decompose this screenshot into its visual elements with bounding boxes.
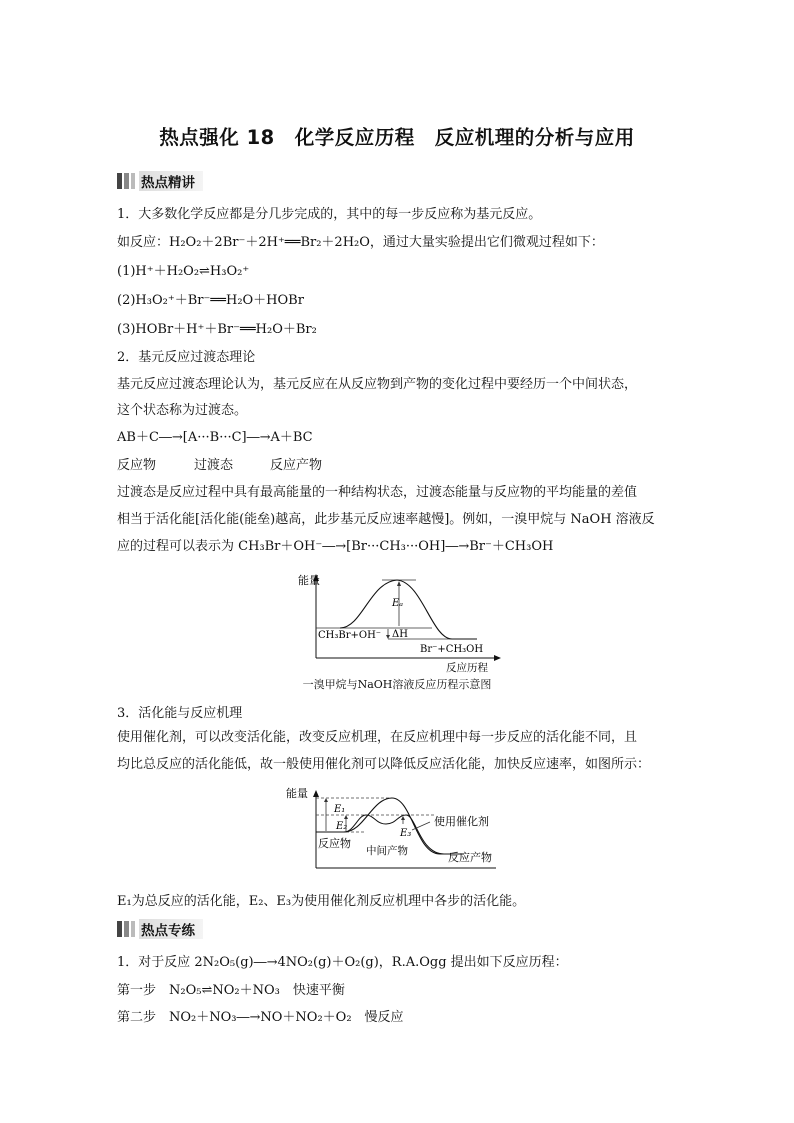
e2-label: E₂ (336, 821, 348, 832)
x-axis-label: 反应历程 (446, 662, 488, 674)
e2-arrow-head (344, 815, 348, 819)
section-marker-icon (117, 921, 135, 937)
energy-profile-diagram-1 (292, 570, 507, 675)
paragraph-line: 过渡态是反应过程中具有最高能量的一种结构状态，过渡态能量与反应物的平均能量的差值 (117, 485, 638, 500)
equation-line: AB＋C―→[A···B···C]―→A＋BC (117, 430, 313, 445)
y-axis-arrow (313, 790, 319, 797)
equation-line: (1)H⁺＋H₂O₂⇌H₃O₂⁺ (117, 264, 250, 279)
question-line: 第二步 NO₂＋NO₃―→NO＋NO₂＋O₂ 慢反应 (117, 1010, 404, 1025)
reactant-label: CH₃Br+OH⁻ (318, 630, 382, 641)
question-line: 第一步 N₂O₅⇌NO₂＋NO₃ 快速平衡 (117, 983, 345, 998)
section-heading-practice: 热点专练 (117, 920, 203, 938)
e3-label: E₃ (400, 828, 412, 839)
y-axis-label: 能量 (286, 787, 308, 800)
equation-line: (2)H₃O₂⁺＋Br⁻══H₂O＋HOBr (117, 293, 304, 308)
product-label: 反应产物 (448, 851, 492, 864)
label-reactant: 反应物 (117, 458, 157, 473)
intermediate-label: 中间产物 (366, 845, 408, 857)
page-title: 热点强化 18 化学反应历程 反应机理的分析与应用 (159, 126, 635, 149)
paragraph-line: 如反应：H₂O₂＋2Br⁻＋2H⁺══Br₂＋2H₂O，通过大量实验提出它们微观过程如下： (117, 235, 604, 250)
e1-label: E₁ (334, 804, 346, 815)
equation-line: (3)HOBr＋H⁺＋Br⁻══H₂O＋Br₂ (117, 322, 317, 337)
label-product: 反应产物 (270, 458, 323, 473)
energy-profile-diagram-2 (284, 782, 504, 877)
y-label-1: 能量 (298, 574, 320, 587)
catalyst-label: 使用催化剂 (434, 815, 489, 828)
paragraph-line: 1．大多数化学反应都是分几步完成的，其中的每一步反应称为基元反应。 (117, 207, 542, 222)
subheading: 3．活化能与反应机理 (117, 706, 243, 721)
paragraph-line: 使用催化剂，可以改变活化能，改变反应机理，在反应机理中每一步反应的活化能不同，且 (117, 730, 638, 745)
dh-label: ΔH (392, 629, 408, 640)
ea-arrow-head (397, 581, 401, 586)
paragraph-line: 这个状态称为过渡态。 (117, 403, 248, 418)
section-marker-icon (117, 173, 135, 189)
dh-arrow-head (386, 635, 390, 639)
product-label: Br⁻+CH₃OH (420, 644, 484, 655)
paragraph-line: 基元反应过渡态理论认为，基元反应在从反应物到产物的变化过程中要经历一个中间状态， (117, 377, 638, 392)
label-transition-state: 过渡态 (194, 458, 234, 473)
paragraph-line: 应的过程可以表示为 CH₃Br＋OH⁻―→[Br···CH₃···OH]―→Br⁻＋CH₃OH (117, 539, 554, 554)
paragraph-line: 均比总反应的活化能低，故一般使用催化剂可以降低反应活化能，加快反应速率，如图所示： (117, 757, 651, 772)
question-line: 1．对于反应 2N₂O₅(g)―→4NO₂(g)＋O₂(g)，R.A.Ogg 提出如下反应历程： (117, 955, 568, 970)
paragraph-line: 相当于活化能[活化能(能垒)越高，此步基元反应速率越慢]。例如，一溴甲烷与 NaOH 溶液反 (117, 512, 655, 527)
subheading: 2．基元反应过渡态理论 (117, 350, 256, 365)
figure1-caption: 一溴甲烷与NaOH溶液反应历程示意图 (302, 678, 492, 691)
x-axis-arrow (494, 655, 501, 661)
paragraph-line: E₁为总反应的活化能，E₂、E₃为使用催化剂反应机理中各步的活化能。 (117, 894, 526, 909)
section-heading-explain: 热点精讲 (117, 172, 203, 190)
reactant-label: 反应物 (318, 837, 351, 850)
ea-label: Eₐ (392, 598, 404, 609)
e1-arrow-head (324, 798, 328, 802)
